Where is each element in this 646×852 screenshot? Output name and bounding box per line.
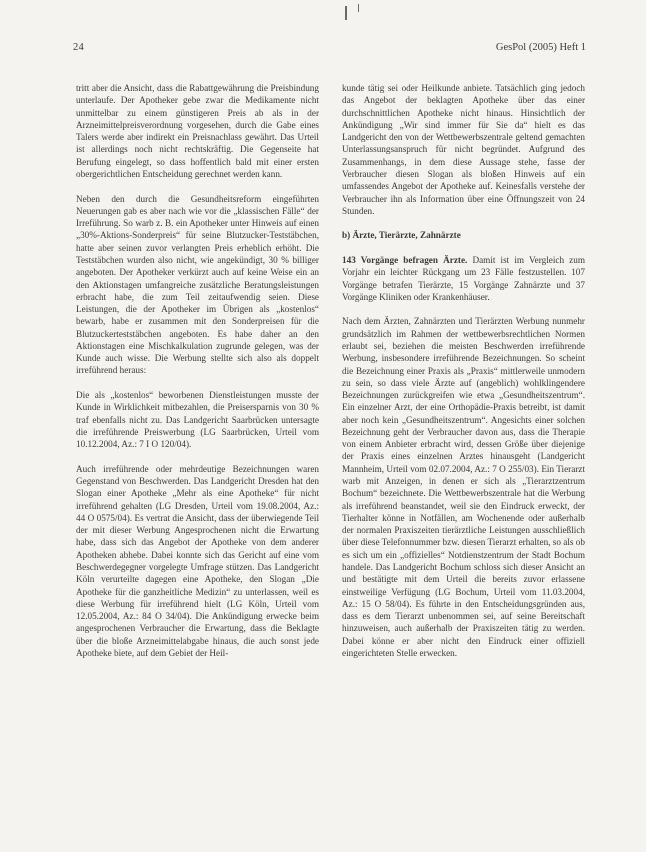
scan-artifact-mark	[345, 6, 347, 20]
paragraph: tritt aber die Ansicht, dass die Rabattgewährung die Preisbindung unterlaufe. Der Apotheker gebe zwar die Medikamente nicht unmittelbar zu einem günstigeren Preis ab als in der Arzneimittelpreisverordnung vorgesehen, durch die Gabe eines Talers werde aber indirekt ein Preisnachlass gewährt. Das Urteil ist allerdings noch nicht rechtskräftig. Die Gegenseite hat Berufung eingelegt, so dass hoffentlich bald mit einer ersten obergerichtlichen Entscheidung gerechnet werden kann.	[76, 83, 319, 179]
right-column	[342, 82, 585, 659]
paragraph: Die als „kostenlos“ beworbenen Dienstleistungen musste der Kunde in Wirklichkeit mitbezahlen, die Preisersparnis von 30 % traf ebenfalls nicht zu. Das Landgericht Saarbrücken untersagte die irreführende Preiswerbung (LG Saarbrücken, Urteil vom 10.12.2004, Az.: 7 I O 120/04).	[76, 390, 319, 450]
left-column	[76, 82, 319, 659]
paragraph: Auch irreführende oder mehrdeutige Bezeichnungen waren Gegenstand von Beschwerden. Das Landgericht Dresden hat den Slogan einer Apotheke „Mehr als eine Apotheke“ für nicht irreführend gehalten (LG Dresden, Urteil vom 19.08.2004, Az.: 44 O 0575/04). Es vertrat die Ansicht, dass der überwiegende Teil der mit dieser Werbung Angesprochenen nicht die Erwartung habe, dass sich das Angebot der Apotheke von dem anderer Apotheken abhebe. Dabei konnte sich das Gericht auf eine vom Beschwerdegegner vorgelegte Umfrage stützen. Das Landgericht Köln verurteilte dagegen eine Apotheke, den Slogan „Die Apotheke für die ganzheitliche Medizin“ zu unterlassen, weil es diese Werbung für irreführend hielt (LG Köln, Urteil vom 12.05.2004, Az.: 84 O 34/04). Die Ankündigung erwecke beim angesprochenen Verbraucher die Erwartung, dass die Beklagte über die bloße Arzneimittelabgabe hinaus, die auch sonst jede Apotheke biete, auf dem Gebiet der Heil-	[76, 463, 319, 658]
paragraph-text: Damit ist im Vergleich zum Vorjahr ein leichter Rückgang um 23 Fälle festzustellen. 107 Vorgänge betrafen Tierärzte, 15 Vorgänge Zahnärzte und 37 Vorgänge Kliniken oder Krankenhäuser.	[342, 254, 585, 302]
paragraph	[342, 254, 585, 303]
paragraph: Neben den durch die Gesundheitsreform eingeführten Neuerungen gab es aber nach wie vor die „klassischen Fälle“ der Irreführung. So warb z. B. ein Apotheker unter Hinweis auf einen „30%-Aktions-Sonderpreis“ für seine Blutzucker-Teststäbchen, hatte aber seinen zuvor verlangten Preis erheblich erhöht. Die Teststäbchen wurden also nicht, wie angekündigt, 30 % billiger angeboten. Der Apotheker verkürzt auch auf keine Weise ein an den Aktionstagen umfangreiche zusätzliche Beratungsleistungen erbracht habe, die zum Teil zeitaufwendig seien. Diese Leistungen, die der Apotheker im Übrigen als „kostenlos“ bewarb, habe er zusammen mit den Sonderpreisen für die Blutzuckerteststäbchen angeboten. Es habe daher an den Aktionstagen eine Mischkalkulation zugrunde gelegen, was der Kunde auch wisse. Die Werbung stellte sich also als doppelt irreführend heraus:	[76, 193, 319, 376]
section-heading: b) Ärzte, Tierärzte, Zahnärzte	[342, 230, 461, 241]
page-number: 24	[73, 42, 84, 53]
scan-artifact-mark-small	[358, 4, 359, 12]
journal-header: GesPol (2005) Heft 1	[495, 42, 586, 53]
paragraph-lead: 143 Vorgänge befragen Ärzte.	[342, 254, 468, 265]
paragraph: kunde tätig sei oder Heilkunde anbiete. Tatsächlich ging jedoch das Angebot der beklagten Apotheke über das einer durchschnittlichen Apotheke nicht hinaus. Hinsichtlich der Ankündigung „Wir sind immer für Sie da“ hielt es das Landgericht den von der Wettbewerbszentrale geltend gemachten Unterlassungsanspruch für nicht begründet. Aufgrund des Zusammenhangs, in dem diese Aussage stehe, fasse der Verbraucher diesen Slogan als bloßen Hinweis auf ein umfassendes Angebot der Apotheke auf. Keinesfalls verstehe der Verbraucher ihn als Information über eine Öffnungszeit von 24 Stunden.	[342, 83, 585, 216]
paragraph: Nach dem Ärzten, Zahnärzten und Tierärzten Werbung nunmehr grundsätzlich im Rahmen der wettbewerbsrechtlichen Normen erlaubt sei, beziehen die meisten Beschwerden irreführende Werbung, insbesondere irreführende Bezeichnungen. So scheint die Bezeichnung einer Praxis als „Praxis“ mittlerweile unmodern zu sein, so dass viele Ärzte auf (angeblich) wohlklingendere Bezeichnungen zurückgreifen wie etwa „Gesundheitszentrum“. Ein einzelner Arzt, der eine Orthopädie-Praxis betreibt, ist damit aber noch kein „Gesundheitszentrum“. Angesichts einer solchen Bezeichnung geht der Verbraucher davon aus, dass die Therapie von einem Anbieter erbracht wird, dessen Größe über diejenige der Praxis eines einzelnen Arztes hinausgeht (Landgericht Mannheim, Urteil vom 02.07.2004, Az.: 7 O 255/03). Ein Tierarzt warb mit Anzeigen, in denen er sich als „Tierarztzentrum Bochum“ bezeichnete. Die Wettbewerbszentrale hat die Werbung als irreführend beanstandet, weil sie den Eindruck erweckt, der Tierhalter könne in Notfällen, am Wochenende oder außerhalb der normalen Praxiszeiten tierärztliche Leistungen ausschließlich über diese Telefonnummer bzw. diesen Tierarzt erhalten, so als ob es sich um ein „offizielles“ Notdienstzentrum der Stadt Bochum handele. Das Landgericht Bochum schloss sich dieser Ansicht an und bestätigte mit dem Urteil die bereits zuvor erlassene einstweilige Verfügung (LG Bochum, Urteil vom 11.03.2004, Az.: 15 O 58/04). Es führte in den Entscheidungsgründen aus, dass es dem Tierarzt unbenommen sei, auf seine Bereitschaft hinzuweisen, auch außerhalb der Praxiszeiten tätig zu werden. Dabei könne er aber nicht den Eindruck einer offiziell eingerichteten Stelle erwecken.	[342, 316, 585, 658]
